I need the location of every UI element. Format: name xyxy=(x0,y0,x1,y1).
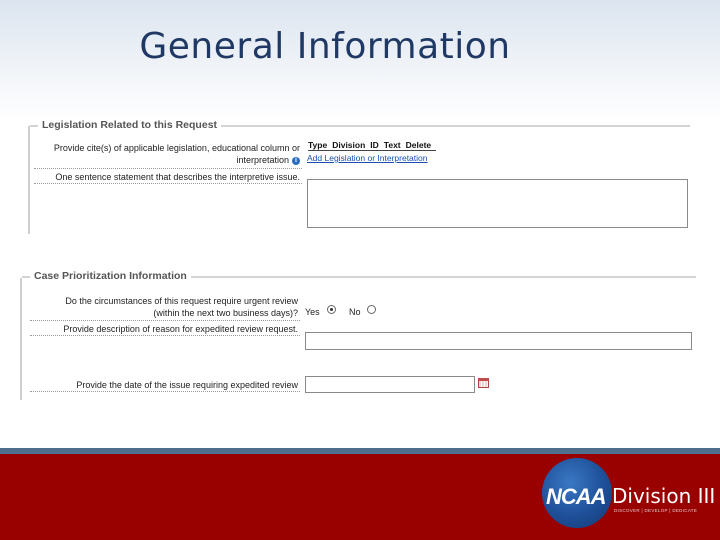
col-division: Division xyxy=(332,140,366,150)
logo-tagline: DISCOVER | DEVELOP | DEDICATE xyxy=(614,508,698,513)
cite-label-line1: Provide cite(s) of applicable legislation, educational column or xyxy=(53,143,300,153)
statement-label: One sentence statement that describes the interpretive issue. xyxy=(55,172,300,182)
case-section-heading: Case Prioritization Information xyxy=(30,270,191,282)
yes-label: Yes xyxy=(305,307,320,317)
urgent-divider xyxy=(30,320,300,321)
no-label: No xyxy=(349,307,361,317)
no-radio[interactable] xyxy=(367,305,376,314)
slide-title: General Information xyxy=(139,26,511,67)
statement-textarea[interactable] xyxy=(307,179,688,228)
reason-input[interactable] xyxy=(305,332,692,350)
yes-radio[interactable] xyxy=(327,305,336,314)
reason-label: Provide description of reason for expedited review request. xyxy=(63,324,298,334)
date-label: Provide the date of the issue requiring expedited review xyxy=(76,380,298,390)
case-section-frame xyxy=(20,278,22,400)
division-text: Division III xyxy=(612,484,716,508)
col-delete: Delete xyxy=(405,140,432,150)
urgent-label-line2: (within the next two business days)? xyxy=(153,308,298,318)
cite-label xyxy=(34,142,300,166)
statement-divider xyxy=(34,183,302,184)
urgent-label-line1: Do the circumstances of this request require urgent review xyxy=(65,296,298,306)
reason-divider xyxy=(30,335,300,336)
legislation-table-header xyxy=(308,140,436,151)
add-legislation-link[interactable]: Add Legislation or Interpretation xyxy=(307,153,428,163)
urgent-label xyxy=(30,295,298,319)
date-input[interactable] xyxy=(305,376,475,393)
col-text: Text xyxy=(383,140,401,150)
col-id: ID xyxy=(370,140,379,150)
calendar-icon[interactable] xyxy=(478,378,489,388)
legislation-section-heading: Legislation Related to this Request xyxy=(38,119,221,131)
info-icon[interactable]: i xyxy=(292,157,300,165)
col-type: Type xyxy=(308,140,328,150)
cite-label-line2: interpretation xyxy=(236,155,289,165)
date-divider xyxy=(30,391,300,392)
cite-divider xyxy=(34,168,302,169)
legislation-section-frame xyxy=(28,126,30,234)
ncaa-logo-text: NCAA xyxy=(546,484,606,509)
